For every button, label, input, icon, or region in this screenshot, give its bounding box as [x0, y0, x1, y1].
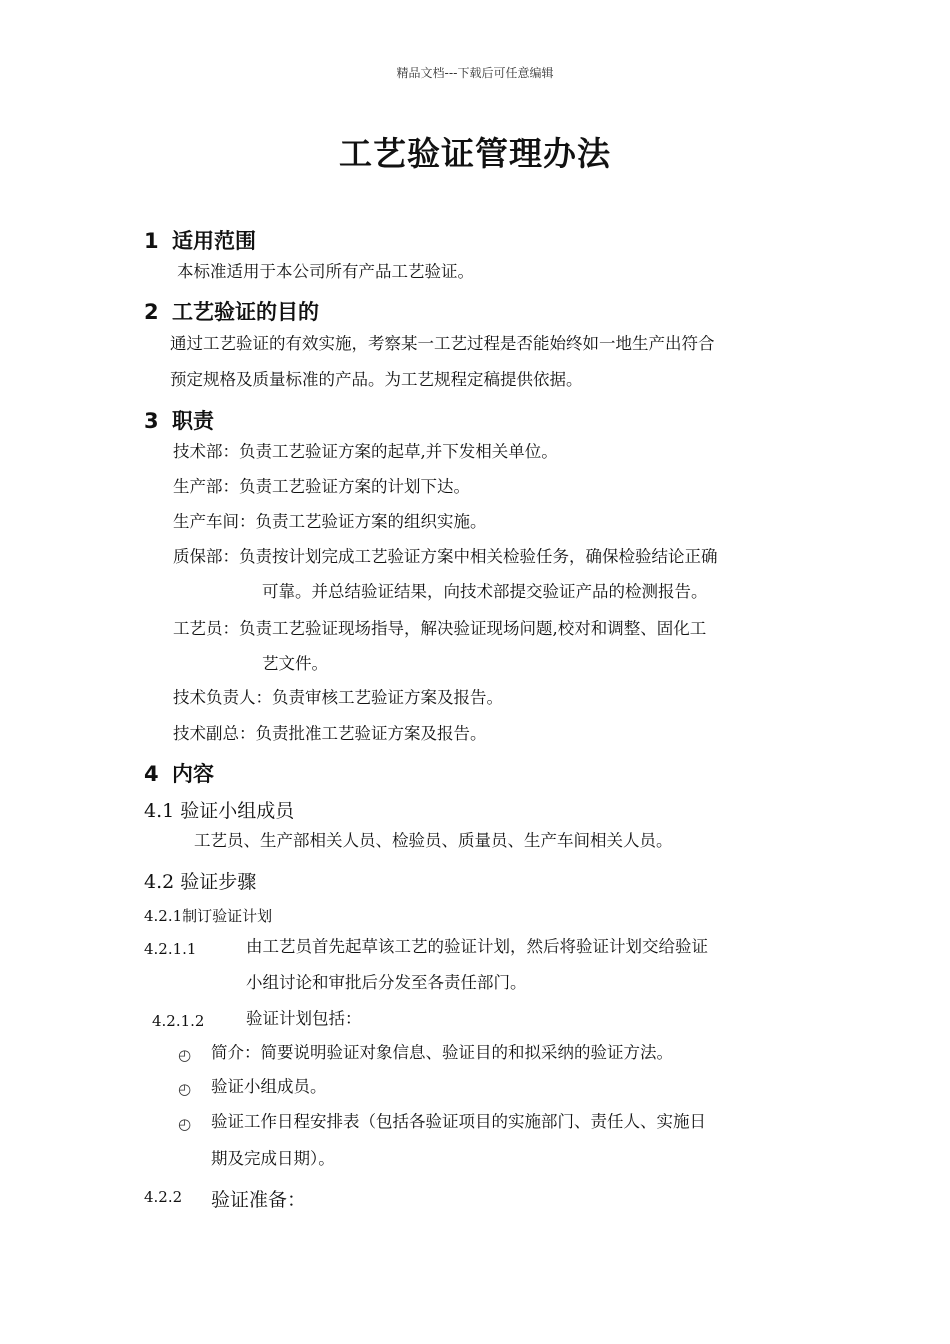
subsection-4-2-2-number: 4.2.2 [144, 1188, 183, 1206]
section-4-number: 4 [144, 762, 159, 786]
section-3-heading [144, 405, 214, 435]
subsection-4-1-body: 工艺员、生产部相关人员、检验员、质量员、生产车间相关人员。 [194, 831, 673, 850]
bullet-item-continuation: 期及完成日期）。 [211, 1149, 335, 1168]
clause-4-2-1-1-line-2: 小组讨论和审批后分发至各责任部门。 [246, 973, 527, 992]
clause-4-2-1-2-number: 4.2.1.2 [152, 1012, 205, 1030]
duty-item: 生产部：负责工艺验证方案的计划下达。 [173, 477, 470, 496]
duty-item-continuation: 可靠。并总结验证结果，向技术部提交验证产品的检测报告。 [262, 582, 708, 601]
duty-item: 工艺员：负责工艺验证现场指导，解决验证现场问题,校对和调整、固化工 [173, 619, 707, 638]
duty-item: 技术副总：负责批准工艺验证方案及报告。 [173, 724, 487, 743]
section-3-title: 职责 [172, 409, 214, 433]
document-title: 工艺验证管理办法 [339, 134, 611, 173]
subsection-4-2-1-heading: 4.2.1制订验证计划 [144, 907, 273, 925]
clause-4-2-1-1-number: 4.2.1.1 [144, 940, 197, 958]
clause-4-2-1-1-line-1: 由工艺员首先起草该工艺的验证计划，然后将验证计划交给验证 [246, 937, 708, 956]
section-2-line-2: 预定规格及质量标准的产品。为工艺规程定稿提供依据。 [170, 370, 583, 389]
section-3-number: 3 [144, 409, 159, 433]
bullet-item: 验证工作日程安排表（包括各验证项目的实施部门、责任人、实施日 [211, 1112, 706, 1131]
subsection-4-2-heading: 4.2 验证步骤 [144, 871, 257, 893]
subsection-4-1-heading: 4.1 验证小组成员 [144, 800, 295, 822]
clock-icon: ◴ [178, 1115, 192, 1133]
subsection-4-2-2-title: 验证准备： [211, 1189, 307, 1211]
section-4-title: 内容 [172, 762, 214, 786]
duty-item-continuation: 艺文件。 [262, 654, 328, 673]
section-1-title: 适用范围 [172, 229, 256, 253]
clock-icon: ◴ [178, 1080, 192, 1098]
duty-item: 生产车间：负责工艺验证方案的组织实施。 [173, 512, 487, 531]
section-2-number: 2 [144, 300, 159, 324]
clause-4-2-1-2-text: 验证计划包括： [246, 1009, 362, 1028]
section-4-heading [144, 758, 214, 788]
duty-item: 质保部：负责按计划完成工艺验证方案中相关检验任务，确保检验结论正确 [173, 547, 718, 566]
clock-icon: ◴ [178, 1046, 192, 1064]
duty-item: 技术负责人：负责审核工艺验证方案及报告。 [173, 688, 503, 707]
bullet-item: 简介：简要说明验证对象信息、验证目的和拟采纳的验证方法。 [211, 1043, 673, 1062]
section-1-number: 1 [144, 229, 159, 253]
section-2-title: 工艺验证的目的 [172, 300, 319, 324]
page-header: 精品文档---下载后可任意编辑 [396, 66, 554, 80]
section-1-body: 本标准适用于本公司所有产品工艺验证。 [177, 262, 474, 281]
section-2-heading [144, 296, 319, 326]
section-2-line-1: 通过工艺验证的有效实施，考察某一工艺过程是否能始终如一地生产出符合 [170, 334, 715, 353]
section-1-heading [144, 225, 256, 255]
bullet-item: 验证小组成员。 [211, 1077, 327, 1096]
duty-item: 技术部：负责工艺验证方案的起草,并下发相关单位。 [173, 442, 558, 461]
